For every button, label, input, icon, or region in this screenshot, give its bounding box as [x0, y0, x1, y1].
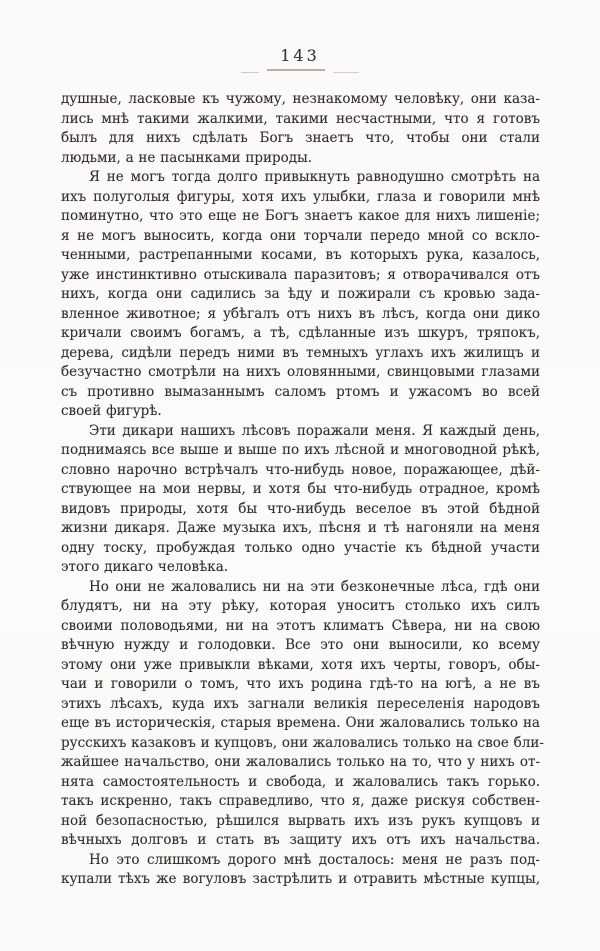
text-line: видовъ природы, хотя бы что-нибудь веселое въ этой бѣдной — [61, 500, 540, 517]
text-line: вѣчную нужду и голодовки. Все это они выносили, ко всему — [61, 637, 540, 653]
text-line: этого дикаго человѣка. — [61, 559, 229, 575]
text-line: словно нарочно встрѣчалъ что-нибудь новое, поражающее, дѣй- — [61, 461, 540, 478]
text-line: своими половодьями, ни на этотъ климатъ Сѣвера, ни на свою — [61, 617, 540, 634]
page-header — [0, 46, 600, 72]
text-line: вѣчныхъ долговъ и стать въ защиту ихъ отъ ихъ начальства. — [61, 832, 540, 848]
paragraph — [61, 422, 540, 578]
text-line: ченными, растрепанными косами, въ которыхъ рука, казалось, — [61, 247, 540, 263]
header-rule-segment — [333, 72, 359, 73]
text-line: одну тоску, пробуждая только одно участіе къ бѣдной участи — [61, 539, 540, 556]
text-line: русскихъ казаковъ и купцовъ, они жаловались только на свое бли- — [61, 734, 544, 751]
text-line: этихъ лѣсахъ, куда ихъ загнали великія переселенія народовъ — [61, 695, 540, 712]
text-line: ствующее на мои нервы, и хотя бы что-нибудь отрадное, кромѣ — [61, 481, 540, 497]
text-line: лись мнѣ такими жалкими, такими несчастными, что я готовъ — [61, 110, 540, 127]
text-line: душные, ласковые къ чужому, незнакомому человѣку, они каза- — [61, 91, 540, 107]
text-line: уже инстинктивно отыскивала паразитовъ; я отворачивался отъ — [61, 266, 540, 283]
text-line: я не могъ выносить, когда они торчали передо мной со вскло- — [61, 227, 540, 244]
paragraph — [61, 168, 540, 422]
paragraph — [61, 578, 544, 851]
text-line: еще въ историческія, старыя времена. Они жаловались только на — [61, 715, 540, 731]
text-line: жайшее начальство, они жаловались только на то, что у нихъ от- — [61, 754, 540, 770]
text-block — [61, 90, 544, 890]
page-number: 143 — [280, 46, 320, 65]
text-line: чаи и говорили о томъ, что ихъ родина гдѣ-то на югѣ, а не въ — [61, 676, 540, 692]
text-line: жизни дикаря. Даже музыка ихъ, пѣсня и тѣ нагоняли на меня — [61, 520, 540, 536]
text-line: нята самостоятельность и свобода, и жаловались такъ горько. — [61, 773, 540, 790]
text-line: дерева, сидѣли передъ ними въ темныхъ углахъ ихъ жилищъ и — [61, 344, 540, 361]
text-line: былъ для нихъ сдѣлать Богъ знаетъ что, чтобы они стали — [61, 130, 540, 146]
text-line: Я не могъ тогда долго привыкнуть равнодушно смотрѣть на — [89, 169, 540, 185]
header-rule-segment — [267, 69, 325, 71]
paragraph — [61, 90, 540, 168]
text-line: Эти дикари нашихъ лѣсовъ поражали меня. Я каждый день, — [89, 422, 540, 439]
text-line: своей фигурѣ. — [61, 403, 162, 419]
text-line: ной безопасностью, рѣшился вырвать ихъ изъ рукъ купцовъ и — [61, 812, 540, 829]
text-line: кричали своимъ богамъ, а тѣ, сдѣланные изъ шкуръ, тряпокъ, — [61, 325, 540, 341]
text-line: нихъ, когда они садились за ѣду и пожирали съ кровью зада- — [61, 286, 540, 302]
header-rule-segment — [241, 72, 259, 73]
text-line: безучастно смотрѣли на нихъ оловянными, свинцовыми глазами — [61, 364, 540, 380]
header-rule — [0, 68, 600, 72]
text-line: ихъ полуголыя фигуры, хотя ихъ улыбки, глаза и говорили мнѣ — [61, 188, 540, 205]
text-line: такъ искренно, такъ справедливо, что я, даже рискуя собствен- — [61, 793, 540, 809]
text-line: Но это слишкомъ дорого мнѣ досталось: меня не разъ под- — [89, 851, 540, 868]
text-line: людьми, а не пасынками природы. — [61, 149, 313, 166]
text-line: купали тѣхъ же вогуловъ застрѣлить и отравить мѣстные купцы, — [61, 871, 540, 887]
text-line: этому они уже привыкли вѣками, хотя ихъ черты, говоръ, обы- — [61, 656, 540, 673]
paragraph — [61, 851, 540, 890]
text-line: блудятъ, ни на эту рѣку, которая уноситъ столько ихъ силъ — [61, 598, 540, 614]
text-line: вленное животное; я убѣгалъ отъ нихъ въ лѣсъ, когда они дико — [61, 305, 540, 322]
text-line: съ противно вымазаннымъ саломъ ртомъ и ужасомъ во всей — [61, 383, 540, 400]
text-line: поминутно, что это еще не Богъ знаетъ какое для нихъ лишеніе; — [61, 208, 540, 224]
text-line: поднимаясь все выше и выше по ихъ лѣсной и многоводной рѣкѣ, — [61, 442, 540, 458]
text-line: Но они не жаловались ни на эти безконечные лѣса, гдѣ они — [89, 578, 540, 595]
